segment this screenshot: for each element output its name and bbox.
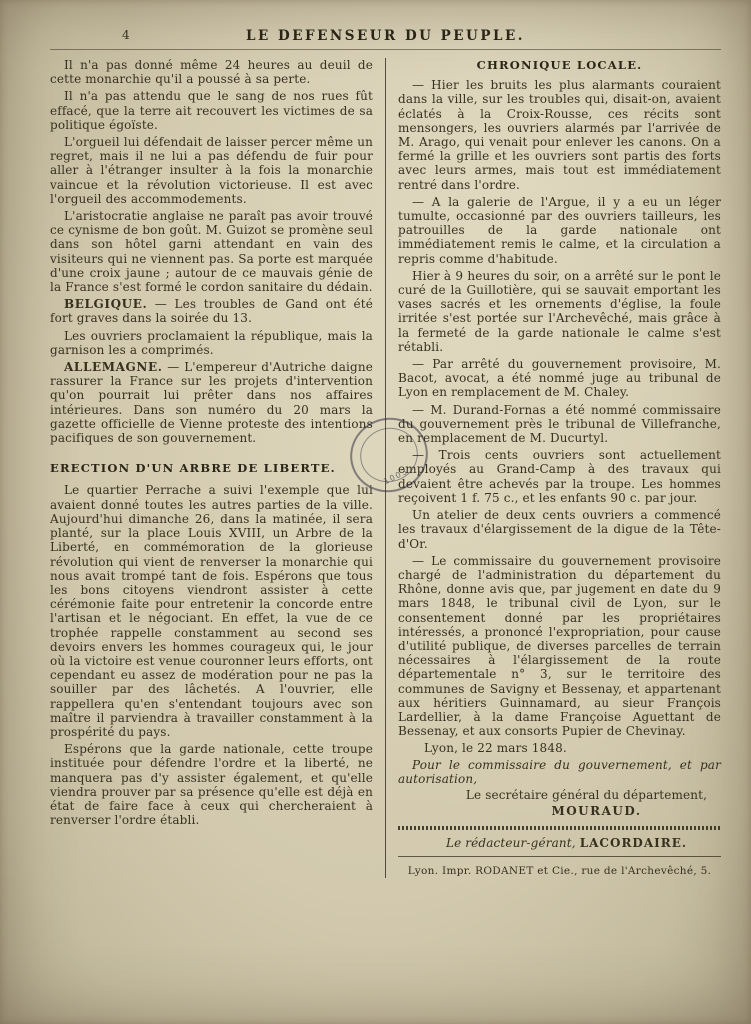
thin-rule [398,856,721,857]
paragraph: — A la galerie de l'Argue, il y a eu un léger tumulte, occasionné par des ouvriers tailleurs, les patrouilles de la garde nationale ont immédiatement remis le calme, et la circulation a repris comme d'habitude. [398,194,721,266]
paragraph: — M. Durand-Fornas a été nommé commissaire du gouvernement près le tribunal de Villefranche, en remplacement de M. Ducurtyl. [398,402,721,446]
paragraph: — Par arrêté du gouvernement provisoire, M. Bacot, avocat, a été nommé juge au tribunal de Lyon en remplacement de M. Chaley. [398,357,721,400]
belgique-text: — Les troubles de Gand ont été fort graves dans la soirée du 13. [50,297,373,326]
paragraph: Le quartier Perrache a suivi l'exemple que lui avaient donné toutes les autres parties de la ville. Aujourd'hui dimanche 26, dans la matinée, il sera planté, sur la place Louis XVIII, un Arbre de la Liberté, en commémoration de la glorieuse révolution qui vient de renverser la monarchie qui nous avait trompé tant de fois. Espérons que tous les bons citoyens viendront assister à cette cérémonie faite pour entretenir la concorde entre l'artisan et le négociant. En effet, la vue de ce trophée rappelle constamment au second ses devoirs envers les hommes courageux qui, le jour où la victoire est venue couronner leurs efforts, ont cependant eu assez de modération pour ne pas la souiller par des lâchetés. A l'ouvrier, elle rappellera qu'en s'entendant toujours avec son maître il parviendra à travailler constamment à la prospérité du pays. [50,483,373,739]
editor-manager-line [398,836,721,850]
editor-manager-label: Le rédacteur-gérant, [445,836,580,851]
closing-authorization-line: Pour le commissaire du gouvernement, et par autorisation, [398,757,721,786]
allemagne-text: — L'empereur d'Autriche daigne rassurer la France sur les projets d'intervention qu'on pourrait lui prêter dans nos affaires intérieures. Dans son numéro du 20 mars la gazette officielle de Vienne proteste des intentions pacifiques de son gouvernement. [50,360,373,446]
left-column [50,58,385,878]
paragraph: Il n'a pas donné même 24 heures au deuil de cette monarchie qu'il a poussé à sa perte. [50,58,373,87]
paragraph: — Hier les bruits les plus alarmants couraient dans la ville, sur les troubles qui, disait-on, avaient éclatés à la Croix-Rousse, ces récits sont mensongers, les ouvriers alarmés par l'arrivée de M. Arago, qui venait pour enlever les canons. On a fermé la grille et les ouvriers sont partis des forts avec leurs armes, mais tout est immédiatement rentré dans l'ordre. [398,78,721,192]
editor-manager-name: LACORDAIRE. [579,836,688,851]
paragraph: Il n'a pas attendu que le sang de nos rues fût effacé, que la terre ait recouvert les victimes de sa politique égoïste. [50,89,373,132]
masthead [50,0,721,50]
paragraph: Les ouvriers proclamaient la république, mais la garnison les a comprimés. [50,328,373,357]
paragraph: Un atelier de deux cents ouvriers a commencé les travaux d'élargissement de la digue de la Tête-d'Or. [398,508,721,551]
section-heading-arbre-liberte: ERECTION D'UN ARBRE DE LIBERTE. [50,461,336,476]
belgique-lead: BELGIQUE. [64,297,148,312]
paragraph: Espérons que la garde nationale, cette troupe instituée pour défendre l'ordre et la liberté, ne manquera pas d'y assister également, et qu'elle viendra prouver par sa présence qu'elle est déjà en état de faire face à ceux qui chercheraient à renverser l'ordre établi. [50,742,373,828]
page-number: 4 [122,28,130,42]
dateline: Lyon, le 22 mars 1848. [424,741,567,756]
section-heading-chronique-locale: CHRONIQUE LOCALE. [476,58,643,72]
paragraph: — Trois cents ouvriers sont actuellement employés au Grand-Camp à des travaux qui devaient être achevés par la troupe. Les hommes reçoivent 1 f. 75 c., et les enfants 90 c. par jour. [398,448,721,505]
paragraph: Hier à 9 heures du soir, on a arrêté sur le pont le curé de la Guillotière, qui se sauvait emportant les vases sacrés et les ornements d'église, la foule irritée s'est portée sur l'Archevêché, mais grâce à la fermeté de la garde nationale le calme s'est rétabli. [398,268,721,354]
paragraph: L'aristocratie anglaise ne paraît pas avoir trouvé ce cynisme de bon goût. M. Guizot se promène seul dans son hôtel garni attendant en vain des visiteurs qui ne viennent pas. Sa porte est marquée d'une croix jaune ; autour de ce mauvais génie de la France s'est formé le cordon sanitaire du dédain. [50,209,373,295]
paragraph-belgique [50,297,373,325]
columns [50,58,721,878]
stamp-text: 1003 [382,466,410,487]
newspaper-title: LE DEFENSEUR DU PEUPLE. [246,28,525,44]
paragraph-allemagne [50,360,373,445]
right-column [386,58,721,878]
closing-role-line: Le secrétaire général du département, [465,787,708,802]
printer-imprint: Lyon. Impr. RODANET et Cie., rue de l'Archevêché, 5. [407,864,712,877]
signature-mouraud: MOURAUD. [551,804,642,819]
allemagne-lead: ALLEMAGNE. [64,360,163,375]
paragraph: L'orgueil lui défendait de laisser percer même un regret, mais il ne lui a pas défendu de fuir pour aller à l'étranger insulter à la fois la monarchie vaincue et la révolution victorieuse. Il est avec l'orgueil des accommodements. [50,135,373,206]
hatched-rule [398,826,721,830]
paragraph: — Le commissaire du gouvernement provisoire chargé de l'administration du département du Rhône, donne avis que, par jugement en date du 9 mars 1848, le tribunal civil de Lyon, sur le consentement donné par les propriétaires intéressés, a prononcé l'expropriation, pour cause d'utilité publique, de diverses parcelles de terrain nécessaires à l'élargissement de la route départementale n° 3, sur le territoire des communes de Savigny et Bessenay, et appartenant aux héritiers Guinnamard, au sieur François Lardellier, à la dame Françoise Aguettant de Bessenay, et aux consorts Pupier de Chevinay. [398,553,721,739]
